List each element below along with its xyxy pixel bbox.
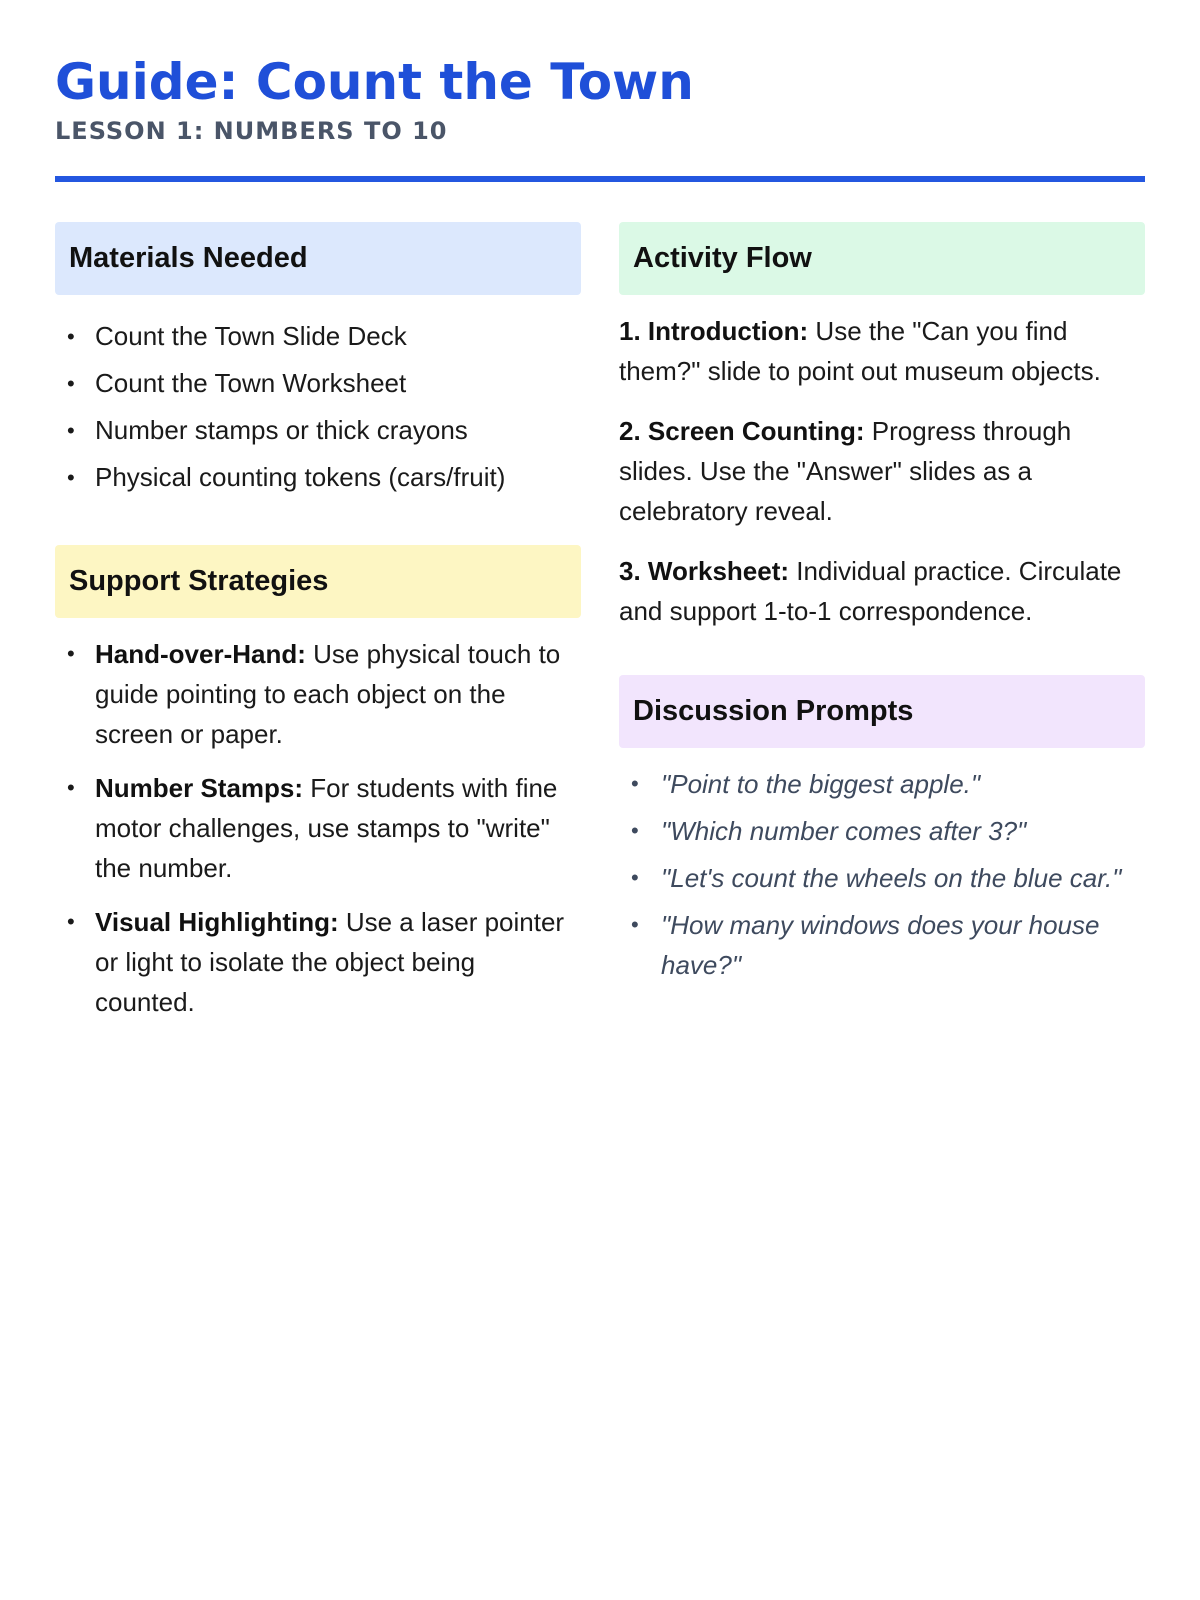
- page-title: Guide: Count the Town: [55, 53, 694, 111]
- materials-item-text: Count the Town Worksheet: [95, 368, 407, 398]
- bullet-icon: •: [67, 324, 75, 349]
- activity-step-lead: 3. Worksheet:: [619, 556, 790, 586]
- activity-step: [619, 311, 1145, 391]
- list-item: [55, 313, 581, 360]
- list-item: [55, 768, 581, 888]
- bullet-icon: •: [67, 641, 75, 666]
- list-item: [619, 858, 1145, 898]
- list-item: [619, 764, 1145, 804]
- support-item-text: For students with fine motor challenges, use stamps to "write" the number.: [95, 773, 558, 883]
- support-item-text: Use a laser pointer or light to isolate the object being counted.: [95, 907, 565, 1017]
- discussion-prompt-text: "Let's count the wheels on the blue car.": [661, 863, 1122, 893]
- bullet-icon: •: [631, 912, 639, 937]
- list-item: [619, 905, 1145, 985]
- discussion-heading: Discussion Prompts: [619, 675, 1145, 748]
- content-columns: [55, 222, 1145, 1036]
- materials-item-text: Count the Town Slide Deck: [95, 321, 407, 351]
- materials-item-text: Number stamps or thick crayons: [95, 415, 468, 445]
- left-column: [55, 222, 581, 1036]
- activity-step-text: Progress through slides. Use the "Answer" slides as a celebratory reveal.: [619, 416, 1072, 526]
- materials-section: [55, 222, 581, 501]
- support-heading: Support Strategies: [55, 545, 581, 618]
- activity-section: [619, 222, 1145, 631]
- bullet-icon: •: [67, 465, 75, 490]
- bullet-icon: •: [631, 818, 639, 843]
- bullet-icon: •: [67, 775, 75, 800]
- list-item: [619, 811, 1145, 851]
- support-section: [55, 545, 581, 1022]
- page-header: [55, 50, 1145, 182]
- activity-step-text: Use the "Can you find them?" slide to point out museum objects.: [619, 316, 1101, 386]
- activity-step: [619, 551, 1145, 631]
- activity-step: [619, 411, 1145, 531]
- list-item: [55, 634, 581, 754]
- bullet-icon: •: [67, 418, 75, 443]
- discussion-section: [619, 675, 1145, 985]
- support-item-lead: Hand-over-Hand:: [95, 639, 306, 669]
- list-item: [55, 902, 581, 1022]
- activity-steps: [619, 311, 1145, 631]
- right-column: [619, 222, 1145, 1036]
- materials-list: [55, 313, 581, 501]
- list-item: [55, 360, 581, 407]
- support-item-lead: Number Stamps:: [95, 773, 304, 803]
- discussion-prompt-text: "Which number comes after 3?": [661, 816, 1027, 846]
- lesson-subtitle: LESSON 1: NUMBERS TO 10: [55, 117, 448, 145]
- discussion-prompt-text: "How many windows does your house have?": [661, 910, 1100, 980]
- activity-step-lead: 1. Introduction:: [619, 316, 809, 346]
- list-item: [55, 407, 581, 454]
- list-item: [55, 454, 581, 501]
- bullet-icon: •: [67, 909, 75, 934]
- activity-heading: Activity Flow: [619, 222, 1145, 295]
- activity-step-lead: 2. Screen Counting:: [619, 416, 865, 446]
- materials-heading: Materials Needed: [55, 222, 581, 295]
- discussion-list: [619, 764, 1145, 985]
- activity-step-text: Individual practice. Circulate and support 1-to-1 correspondence.: [619, 556, 1122, 626]
- support-item-text: Use physical touch to guide pointing to each object on the screen or paper.: [95, 639, 561, 749]
- discussion-prompt-text: "Point to the biggest apple.": [661, 769, 981, 799]
- bullet-icon: •: [67, 371, 75, 396]
- support-list: [55, 634, 581, 1022]
- bullet-icon: •: [631, 865, 639, 890]
- support-item-lead: Visual Highlighting:: [95, 907, 339, 937]
- bullet-icon: •: [631, 771, 639, 796]
- materials-item-text: Physical counting tokens (cars/fruit): [95, 462, 506, 492]
